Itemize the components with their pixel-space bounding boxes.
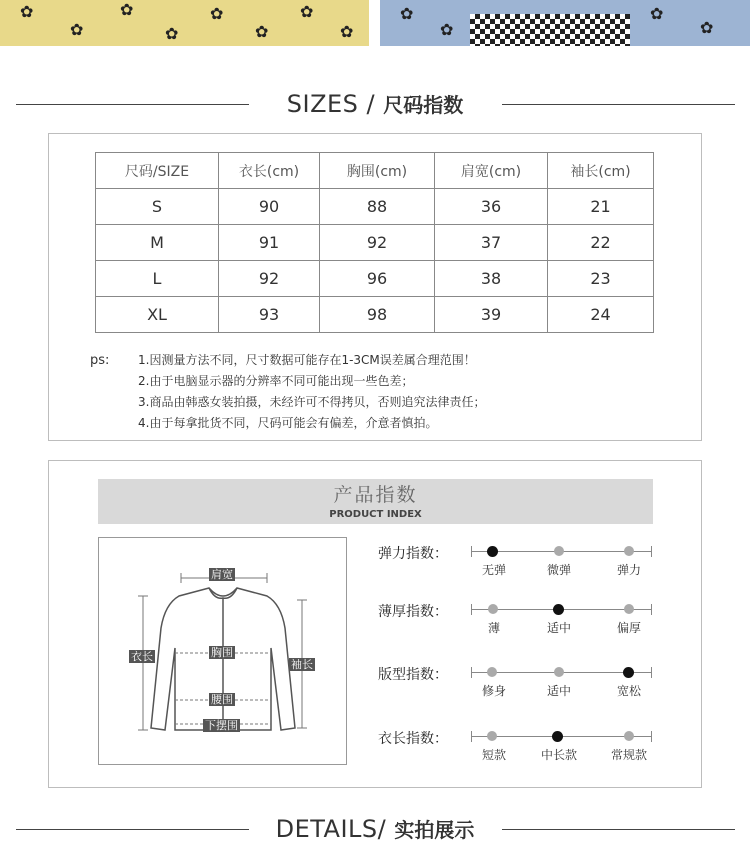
flower-pattern-icon: ✿ [20,2,34,21]
flower-pattern-icon: ✿ [210,4,224,23]
product-index-banner [98,479,653,524]
table-header-cell: 袖长(cm) [548,153,654,189]
table-header-cell: 胸围(cm) [320,153,435,189]
product-photo-right [380,0,750,46]
size-table [95,152,654,333]
index-title: 版型指数： [378,667,448,683]
index-option: 偏厚 [616,621,642,635]
table-header-cell: 衣长(cm) [219,153,320,189]
sizes-title [0,86,750,123]
table-cell: 37 [435,225,548,261]
table-cell: M [96,225,219,261]
index-option: 修身 [481,684,507,698]
index-title: 薄厚指数： [378,604,448,620]
index-option: 微弹 [546,563,572,577]
flower-pattern-icon: ✿ [700,18,714,37]
label-chest: 胸围 [211,646,233,659]
index-title: 弹力指数： [378,546,448,562]
note-line: 1.因测量方法不同，尺寸数据可能存在1-3CM误差属合理范围！ [138,353,476,367]
flower-pattern-icon: ✿ [650,4,664,23]
flower-pattern-icon: ✿ [340,22,354,41]
table-cell: 92 [320,225,435,261]
table-cell: 91 [219,225,320,261]
table-cell: S [96,189,219,225]
index-option: 宽松 [616,684,642,698]
table-cell: 92 [219,261,320,297]
notes-lines [138,350,485,434]
index-option: 无弹 [481,563,507,577]
label-sleeve: 袖长 [291,658,313,671]
table-cell: 22 [548,225,654,261]
notes-prefix: ps: [90,353,110,368]
flower-pattern-icon: ✿ [255,22,269,41]
index-option: 短款 [481,748,507,762]
track-cap [651,546,652,557]
flower-pattern-icon: ✿ [70,20,84,39]
note-line: 2.由于电脑显示器的分辨率不同可能出现一些色差； [138,374,414,388]
details-title-cn: 实拍展示 [394,818,475,842]
table-cell: L [96,261,219,297]
index-dot [553,604,564,615]
details-section-header [0,811,750,847]
sizes-section-header [0,86,750,122]
index-option: 薄 [487,621,501,635]
index-dot [624,731,634,741]
track-cap [471,667,472,678]
track-cap [471,546,472,557]
label-hem: 下摆围 [205,719,238,732]
table-cell: 98 [320,297,435,333]
note-line: 3.商品由韩惑女装拍摄，未经许可不得拷贝，否则追究法律责任； [138,395,486,409]
flower-pattern-icon: ✿ [440,20,454,39]
table-cell: 36 [435,189,548,225]
index-dot [487,731,497,741]
index-option: 适中 [546,621,572,635]
table-cell: XL [96,297,219,333]
index-dot [488,604,498,614]
table-header-row [96,153,654,189]
index-row-elasticity [378,546,658,591]
index-dot [554,667,564,677]
index-option: 适中 [546,684,572,698]
table-cell: 88 [320,189,435,225]
track-cap [651,731,652,742]
track-cap [651,604,652,615]
plaid-skirt [470,14,630,46]
index-dot [624,604,634,614]
label-waist: 腰围 [211,693,233,706]
label-shoulder: 肩宽 [211,568,233,581]
index-dot [552,731,563,742]
table-cell: 38 [435,261,548,297]
table-row [96,261,654,297]
table-header-cell: 肩宽(cm) [435,153,548,189]
product-index-title-cn: 产品指数 [333,484,418,506]
index-row-fit [378,667,658,712]
table-cell: 23 [548,261,654,297]
note-line: 4.由于每拿批货不同，尺码可能会有偏差，介意者慎拍。 [138,416,438,430]
table-row [96,225,654,261]
index-row-thickness [378,604,658,649]
index-option: 中长款 [540,748,578,762]
table-cell: 90 [219,189,320,225]
index-dot [487,546,498,557]
index-dot [487,667,497,677]
track-cap [471,604,472,615]
table-cell: 93 [219,297,320,333]
label-length: 衣长 [131,650,153,663]
index-option: 弹力 [616,563,642,577]
flower-pattern-icon: ✿ [165,24,179,43]
index-dot [623,667,634,678]
details-title-sep: / [377,815,395,843]
sizes-title-cn: 尺码指数 [383,93,464,117]
index-dot [554,546,564,556]
details-title [0,811,750,848]
table-cell: 21 [548,189,654,225]
details-title-en: DETAILS [275,815,378,843]
flower-pattern-icon: ✿ [120,0,134,19]
table-row [96,189,654,225]
flower-pattern-icon: ✿ [400,4,414,23]
index-title: 衣长指数： [378,731,448,747]
index-row-length [378,731,658,776]
flower-pattern-icon: ✿ [300,2,314,21]
product-photo-left [0,0,369,46]
table-row [96,297,654,333]
index-option: 常规款 [610,748,648,762]
track-cap [651,667,652,678]
product-index-title-en: PRODUCT INDEX [329,509,422,520]
sizes-title-sep: / [358,90,384,118]
sizes-title-en: SIZES [286,90,359,118]
track-cap [471,731,472,742]
table-cell: 24 [548,297,654,333]
index-dot [624,546,634,556]
table-cell: 96 [320,261,435,297]
table-header-cell: 尺码/SIZE [96,153,219,189]
garment-measure-diagram [98,537,347,765]
table-cell: 39 [435,297,548,333]
